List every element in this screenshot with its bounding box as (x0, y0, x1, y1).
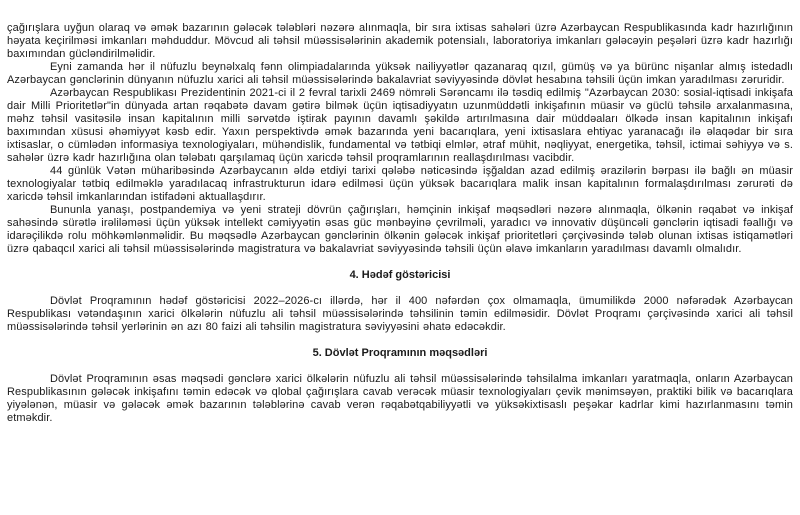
paragraph-target-indicator: Dövlət Proqramının hədəf göstəricisi 2022–2026-cı illərdə, hər il 400 nəfərdən çox olmamaqla, ümumilikdə 2000 nəfərədək Azərbaycan Respublikası vətəndaşının xarici ölkələrin nüfuzlu ali təhsil müəssisələrində təhsilinin təmin edilməsidir. Dövlət Proqramı çərçivəsində xarici ali təhsil müəssisələrində təhsil yerlərinin ən azı 80 faizi ali təhsilin magistratura səviyyəsini əhatə edəcəkdir. (7, 295, 793, 333)
section-heading-target-indicator: 4. Hədəf göstəricisi (349, 269, 451, 281)
paragraph-postpandemic-strategy: Bununla yanaşı, postpandemiya və yeni strateji dövrün çağırışları, həmçinin inkişaf məqsədləri nəzərə alınmaqla, ölkənin rəqabət və inkişaf sahəsində sürətlə irəliləməsi üçün yüksək intellekt cəmiyyətin əsas güc mənbəyinə çevrilməli, yaradıcı və innovativ düşüncəli gənclərin iqtisadi fəallığı və idarəçilikdə rolu möhkəmlənməlidir. Bu məqsədlə Azərbaycan gənclərinin ölkənin gələcək inkişaf prioritetləri çərçivəsində tələb olunan ixtisas istiqamətləri üzrə qabaqcıl xarici ali təhsil müəssisələrində magistratura və bakalavriat səviyyəsində təhsili üçün əlavə imkanların yaradılması davamlı olmalıdır. (7, 204, 793, 255)
paragraph-continuation: çağırışlara uyğun olaraq və əmək bazarının gələcək tələbləri nəzərə alınmaqla, bir sıra ixtisas sahələri üzrə Azərbaycan Respublikasında kadr hazırlığının həyata keçirilməsi imkanları məhduddur. Mövcud ali təhsil müəssisələrinin akademik potensialı, laboratoriya imkanları gələcəyin peşələri üzrə kadr hazırlığı baxımından gücləndirilməlidir. (7, 22, 793, 60)
section-heading-program-goals: 5. Dövlət Proqramının məqsədləri (312, 347, 488, 359)
paragraph-azerbaijan-2030-decree: Azərbaycan Respublikası Prezidentinin 2021-ci il 2 fevral tarixli 2469 nömrəli Sərəncamı ilə təsdiq edilmiş "Azərbaycan 2030: sosial-iqtisadi inkişafa dair Milli Prioritetlər"in dünyada artan rəqabətə davam gətirə bilmək üçün iqtisadiyyatın uzunmüddətli inkişafının müasir və güclü təhsilə arxalanmasına, məhz təhsil vasitəsilə insan kapitalının milli sərvətdə iştirak payının davamlı şəkildə artırılmasına dair müddəaları ölkədə insan kapitalının inkişafı baxımından xüsusi əhəmiyyət kəsb edir. Yaxın perspektivdə əmək bazarında yeni bacarıqlara, yeni ixtisaslara ehtiyac yaranacağı ilə əlaqədar bir sıra ixtisaslar, o cümlədən informasiya texnologiyaları, mühəndislik, fundamental və tətbiqi elmlər, ətraf mühit, nəqliyyat, energetika, təhsil, ictimai səhiyyə və s. sahələr üzrə kadr hazırlığına olan tələbatı qarşılamaq üçün xaricdə təhsil proqramlarının reallaşdırılması vacibdir. (7, 87, 793, 164)
paragraph-olympiad-talents: Eyni zamanda hər il nüfuzlu beynəlxalq fənn olimpiadalarında yüksək nailiyyətlər qazanaraq qızıl, gümüş və ya bürünc nişanlar almış istedadlı Azərbaycan gənclərinin dünyanın nüfuzlu xarici ali təhsil müəssisələrində bakalavriat səviyyəsində dövlət hesabına təhsili üçün imkan yaradılması zəruridir. (7, 61, 793, 86)
paragraph-patriotic-war: 44 günlük Vətən müharibəsində Azərbaycanın əldə etdiyi tarixi qələbə nəticəsində işğaldan azad edilmiş ərazilərin bərpası ilə bağlı ən müasir texnologiyalar tətbiq edilməklə yaradılacaq infrastrukturun idarə edilməsi üçün yüksək bacarıqlara malik insan kapitalının formalaşdırılması zərurəti də xaricdə təhsil imkanlarından istifadəni aktuallaşdırır. (7, 165, 793, 203)
paragraph-program-goals: Dövlət Proqramının əsas məqsədi gənclərə xarici ölkələrin nüfuzlu ali təhsil müəssisələrində təhsilalma imkanları yaratmaqla, onların Azərbaycan Respublikasının gələcək inkişafını təmin edəcək və qlobal çağırışlara cavab verəcək müasir texnologiyaları çevik mənimsəyən, praktiki bilik və bacarıqlara yiyələnən, müasir və gələcək əmək bazarının tələblərinə cavab verən rəqabətqabiliyyətli və yüksəkixtisaslı peşəkar kadrlar kimi hazırlanmasını təmin etməkdir. (7, 373, 793, 424)
